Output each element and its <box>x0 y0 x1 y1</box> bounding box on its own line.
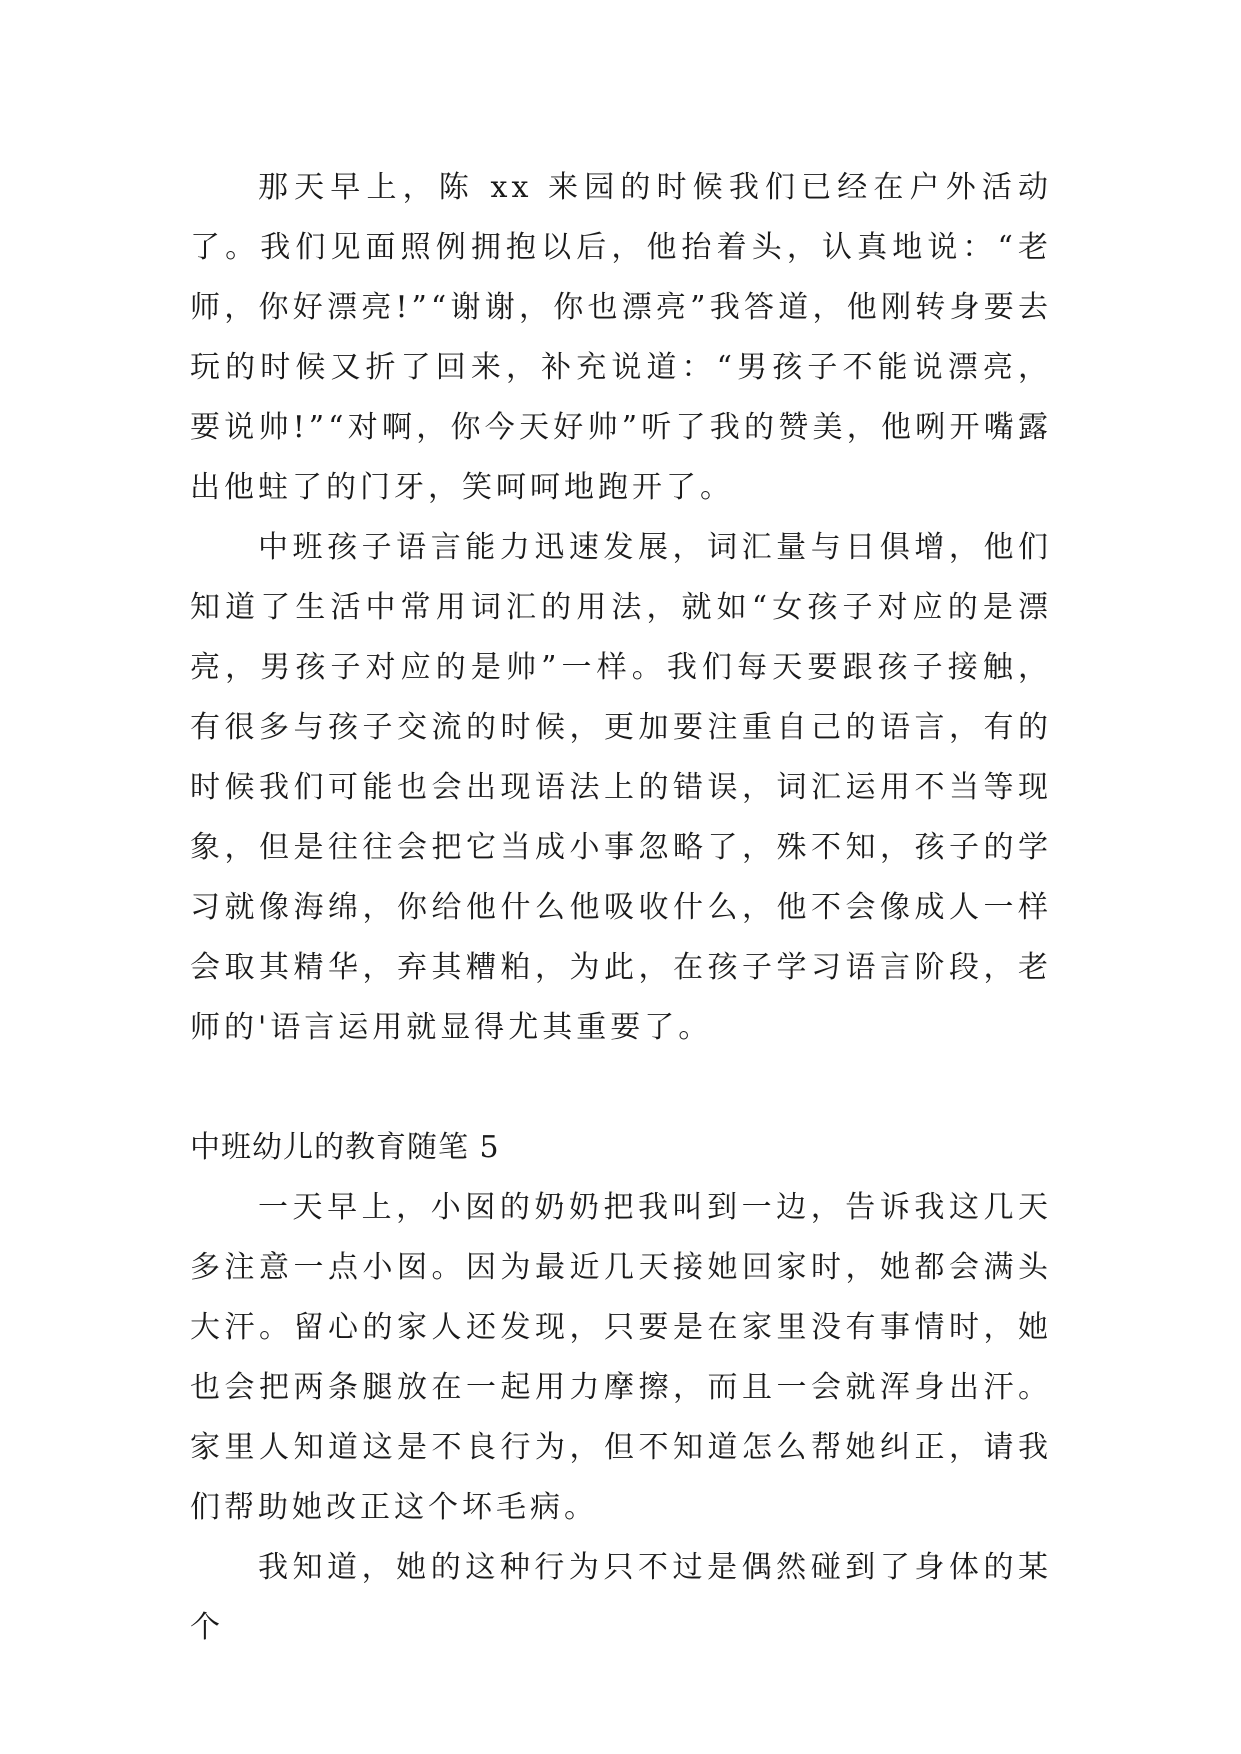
paragraph-language-development: 中班孩子语言能力迅速发展，词汇量与日俱增，他们知道了生活中常用词汇的用法，就如“女孩子对应的是漂亮，男孩子对应的是帅”一样。我们每天要跟孩子接触，有很多与孩子交流的时候，更加要注重自己的语言，有的时候我们可能也会出现语法上的错误，词汇运用不当等现象，但是往往会把它当成小事忽略了，殊不知，孩子的学习就像海绵，你给他什么他吸收什么，他不会像成人一样会取其精华，弃其糟粕，为此，在孩子学习语言阶段，老师的'语言运用就显得尤其重要了。 <box>190 530 1052 1045</box>
paragraph-teacher-thoughts: 我知道，她的这种行为只不过是偶然碰到了身体的某个 <box>190 1550 1052 1645</box>
paragraph-morning-story: 那天早上，陈 xx 来园的时候我们已经在户外活动了。我们见面照例拥抱以后，他抬着头，认真地说：“老师，你好漂亮!”“谢谢，你也漂亮”我答道，他刚转身要去玩的时候又折了回来，补充说道：“男孩子不能说漂亮，要说帅!”“对啊，你今天好帅”听了我的赞美，他咧开嘴露出他蛀了的门牙，笑呵呵地跑开了。 <box>190 170 1052 505</box>
document-page <box>190 158 1052 1658</box>
section-title: 中班幼儿的教育随笔 5 <box>190 1130 500 1165</box>
paragraph-grandmother-request: 一天早上，小囡的奶奶把我叫到一边，告诉我这几天多注意一点小囡。因为最近几天接她回家时，她都会满头大汗。留心的家人还发现，只要是在家里没有事情时，她也会把两条腿放在一起用力摩擦，而且一会就浑身出汗。家里人知道这是不良行为，但不知道怎么帮她纠正，请我们帮助她改正这个坏毛病。 <box>190 1190 1052 1525</box>
section-spacer <box>190 1058 1052 1118</box>
